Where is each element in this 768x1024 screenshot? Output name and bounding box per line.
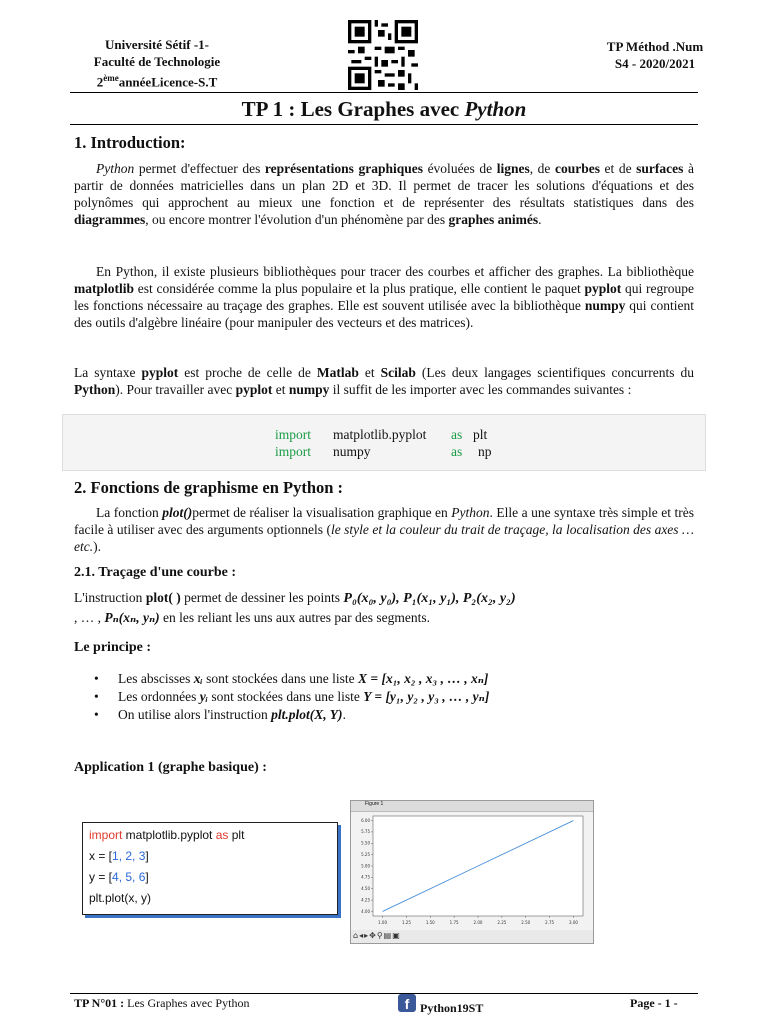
header-university: Université Sétif -1- <box>105 37 209 52</box>
x-tick-label: 2.00 <box>473 920 483 925</box>
plot-points-paragraph: L'instruction plot( ) permet de dessiner les points P₀(x₀, y₀), P₁(x₁, y₁), P₂(x₂, y₂) , … , Pₙ(xₙ, yₙ) en les reliant les uns aux autres par des segments. <box>74 590 516 625</box>
header-faculty: Faculté de Technologie <box>93 54 221 69</box>
app-code-line-2: x = [1, 2, 3] <box>89 849 149 863</box>
home-icon[interactable]: ⌂ <box>353 931 359 940</box>
x-tick-label: 1.00 <box>378 920 387 925</box>
pan-icon[interactable]: ✥ <box>369 931 376 940</box>
plot-paragraph: La fonction plot()permet de réaliser la visualisation graphique en Python. Elle a une syntaxe très simple et très facile à utiliser avec des arguments optionnels (le style et la couleur du trait de traçage, la localisation des axes … etc.). <box>74 505 695 554</box>
y-tick-label: 5.25 <box>361 851 370 857</box>
figure-window <box>350 800 594 944</box>
figure-titlebar: Figure 1 <box>351 801 593 812</box>
app-code-line-3: y = [4, 5, 6] <box>89 870 149 884</box>
header-year: 2èmeannéeLicence-S.T <box>96 73 218 90</box>
back-icon[interactable]: ◂ <box>359 931 364 940</box>
import-code-box <box>62 414 706 471</box>
intro-paragraph-3: La syntaxe pyplot est proche de celle de Matlab et Scilab (Les deux langages scientifiques concurrents du Python). Pour travailler avec pyplot et numpy il suffit de les importer avec les commandes suivantes : <box>74 365 694 397</box>
application-code-box <box>82 822 338 915</box>
save-icon[interactable]: ▣ <box>392 931 400 940</box>
forward-icon[interactable]: ▸ <box>364 931 369 940</box>
line-chart <box>351 812 593 930</box>
y-tick-label: 4.00 <box>361 908 370 914</box>
section-2-heading: 2. Fonctions de graphisme en Python : <box>74 478 344 497</box>
section-1-heading: 1. Introduction: <box>74 133 186 152</box>
list-item: • Les abscisses xᵢ sont stockées dans une liste X = [x₁, x₂ , x₃ , … , xₙ] <box>74 670 694 688</box>
footer-rule <box>70 993 698 994</box>
x-tick-label: 2.75 <box>545 920 555 925</box>
x-tick-label: 2.50 <box>521 920 531 925</box>
y-tick-label: 5.00 <box>361 863 370 869</box>
x-tick-label: 1.75 <box>449 920 459 925</box>
x-tick-label: 1.50 <box>425 920 435 925</box>
footer-page-name: Python19ST <box>420 1001 484 1015</box>
y-tick-label: 5.75 <box>361 829 370 835</box>
x-tick-label: 3.00 <box>569 920 578 925</box>
subsection-2-1-heading: 2.1. Traçage d'une courbe : <box>74 565 237 580</box>
application-1-heading: Application 1 (graphe basique) : <box>74 760 267 775</box>
code-line-1: import matplotlib.pyplot as plt <box>275 427 488 442</box>
y-tick-label: 4.50 <box>361 886 370 892</box>
principle-list <box>74 670 694 724</box>
title-rule-top <box>70 92 698 93</box>
principle-heading: Le principe : <box>74 640 151 655</box>
configure-icon[interactable]: ▤ <box>383 931 392 940</box>
app-code-line-1: import matplotlib.pyplot as plt <box>89 828 245 842</box>
header-course <box>590 38 720 72</box>
y-tick-label: 4.75 <box>361 874 370 880</box>
list-item: • Les ordonnées yᵢ sont stockées dans une liste Y = [y₁, y₂ , y₃ , … , yₙ] <box>74 688 694 706</box>
qr-code-icon <box>348 20 418 90</box>
app-code-line-4: plt.plot(x, y) <box>89 891 152 905</box>
list-item: • On utilise alors l'instruction plt.plot(X, Y). <box>74 706 694 724</box>
zoom-icon[interactable]: ⚲ <box>376 931 383 940</box>
intro-paragraph-2: En Python, il existe plusieurs bibliothèques pour tracer des courbes et afficher des graphes. La bibliothèque matplotlib est considérée comme la plus populaire et la plus pratique, elle contient le paquet pyplot qui regroupe les fonctions nécessaire au traçage des graphes. Elle est souvent utilisée avec la bibliothèque numpy qui contient des outils d'algèbre linéaire (pour manipuler des vecteurs et des matrices). <box>74 264 694 330</box>
header-course-name: TP Méthod .Num <box>606 39 704 54</box>
facebook-icon: f <box>398 994 416 1012</box>
intro-paragraph-1: Python permet d'effectuer des représentations graphiques évoluées de lignes, de courbes et de surfaces à partir de données matricielles dans un plan 2D et 3D. Il permet de tracer les solutions d'équations et des polynômes qui approchent au mieux une fonction et de représenter des résultats statistiques dans des diagrammes, ou encore montrer l'évolution d'un phénomène par des graphes animés. <box>74 161 694 227</box>
y-tick-label: 4.25 <box>361 897 370 903</box>
x-tick-label: 2.25 <box>497 920 507 925</box>
x-tick-label: 1.25 <box>401 920 411 925</box>
y-tick-label: 6.00 <box>361 817 370 823</box>
footer-page-number: Page - 1 - <box>630 996 678 1010</box>
title-rule-bottom <box>70 124 698 125</box>
footer-doc-title: TP N°01 : Les Graphes avec Python <box>74 996 250 1010</box>
y-tick-label: 5.50 <box>361 840 370 846</box>
code-line-2: import numpy as np <box>275 444 492 459</box>
figure-toolbar <box>353 931 400 941</box>
header-institution <box>62 36 252 90</box>
page-title: TP 1 : Les Graphes avec Python <box>241 97 527 121</box>
header-semester: S4 - 2020/2021 <box>614 56 696 71</box>
